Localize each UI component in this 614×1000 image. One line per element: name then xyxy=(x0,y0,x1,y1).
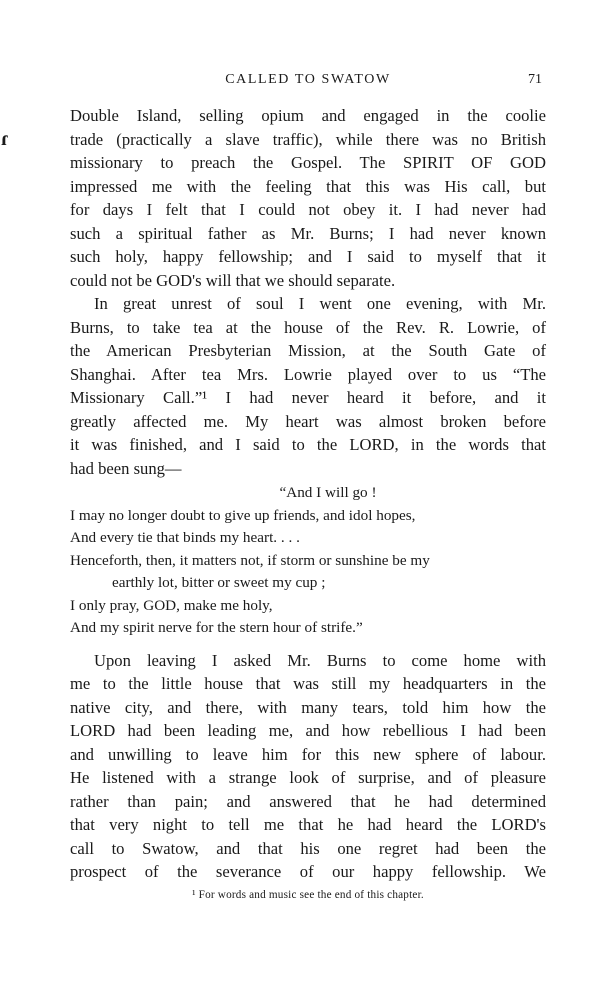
text-line: such a spiritual father as Mr. Burns; I had never known xyxy=(70,223,546,243)
running-title: CALLED TO SWATOW xyxy=(225,72,391,87)
poem-line: I only pray, GOD, make me holy, xyxy=(70,596,273,614)
poem-line: earthly lot, bitter or sweet my cup ; xyxy=(112,574,326,591)
poem-line: And every tie that binds my heart. . . . xyxy=(70,529,300,546)
text-line: prospect of the severance of our happy fellowship. We xyxy=(70,862,546,881)
text-line: me to the little house that was still my headquarters in the xyxy=(70,674,546,693)
poem-line: Henceforth, then, it matters not, if storm or sunshine be my xyxy=(70,551,430,569)
text-line: Burns, to take tea at the house of the Rev. R. Lowrie, of xyxy=(70,317,546,337)
text-line: native city, and there, with many tears, told him how the xyxy=(70,697,546,717)
footnote: ¹ For words and music see the end of this chapter. xyxy=(192,889,424,901)
text-line: greatly affected me. My heart was almost broken before xyxy=(70,411,546,431)
page-header xyxy=(70,72,546,94)
text-line: Shanghai. After tea Mrs. Lowrie played over to us “The xyxy=(70,364,546,384)
poem-line: And my spirit nerve for the stern hour of strife.” xyxy=(70,619,363,636)
poem-line: I may no longer doubt to give up friends, and idol hopes, xyxy=(70,506,416,524)
paragraph-3 xyxy=(70,649,546,884)
text-line: could not be GOD's will that we should separate. xyxy=(70,270,396,290)
text-line: the American Presbyterian Mission, at the South Gate of xyxy=(70,341,546,360)
body-text xyxy=(70,104,546,884)
page-number: 71 xyxy=(528,72,542,87)
text-line: trade (practically a slave traffic), while there was no British xyxy=(70,129,546,149)
poem-line: “And I will go ! xyxy=(279,484,377,501)
text-line: He listened with a strange look of surprise, and of pleasure xyxy=(70,768,546,787)
text-line: missionary to preach the Gospel. The SPIRIT OF GOD xyxy=(70,153,546,172)
text-line: for days I felt that I could not obey it. I had never had xyxy=(70,200,546,219)
text-line: In great unrest of soul I went one evening, with Mr. xyxy=(94,294,546,313)
text-line: had been sung— xyxy=(70,458,182,478)
text-line: Missionary Call.”¹ I had never heard it before, and it xyxy=(70,388,546,407)
text-line: and unwilling to leave him for this new sphere of labour. xyxy=(70,744,546,764)
text-line: that very night to tell me that he had heard the LORD's xyxy=(70,815,546,834)
text-line: impressed me with the feeling that this was His call, but xyxy=(70,176,546,196)
margin-mark: ɾ xyxy=(1,128,10,150)
paragraph-1 xyxy=(70,104,546,292)
text-line: it was finished, and I said to the LORD, in the words that xyxy=(70,435,546,454)
text-line: rather than pain; and answered that he had determined xyxy=(70,791,546,811)
text-line: call to Swatow, and that his one regret had been the xyxy=(70,838,546,858)
hymn-quote xyxy=(70,482,546,640)
text-line: Double Island, selling opium and engaged in the coolie xyxy=(70,106,546,125)
text-line: Upon leaving I asked Mr. Burns to come home with xyxy=(94,650,546,670)
paragraph-2 xyxy=(70,292,546,480)
text-line: such holy, happy fellowship; and I said to myself that it xyxy=(70,247,546,266)
text-line: LORD had been leading me, and how rebellious I had been xyxy=(70,721,546,740)
